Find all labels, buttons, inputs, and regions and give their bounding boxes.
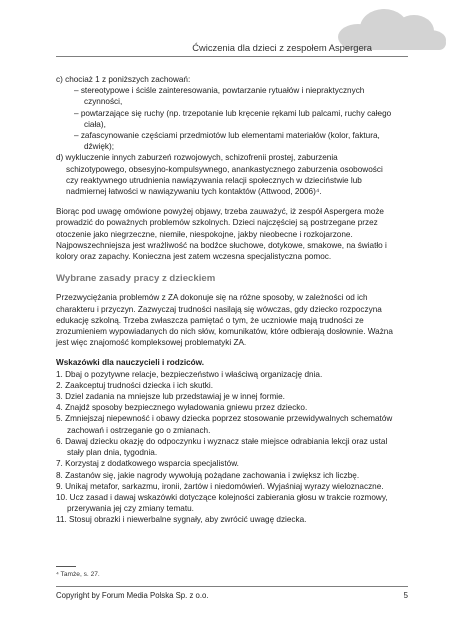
list-item: 3. Dziel zadania na mniejsze lub przedstawiaj je w innej formie. <box>56 392 285 402</box>
header-title: Ćwiczenia dla dzieci z zespołem Aspergera <box>192 42 372 53</box>
footer-divider <box>56 586 408 587</box>
list-item: 11. Stosuj obrazki i niewerbalne sygnały, aby zwrócić uwagę dziecka. <box>56 515 307 525</box>
criterion-c-dash-2: – powtarzające się ruchy (np. trzepotanie lub kręcenie rękami lub palcami, ruchy całego ciała), <box>74 108 392 129</box>
section-heading: Wybrane zasady pracy z dzieckiem <box>56 273 216 285</box>
list-item: 1. Dbaj o pozytywne relacje, bezpieczeństwo i właściwą organizację dnia. <box>56 369 323 379</box>
list-item: 5. Zmniejszaj niepewność i obawy dziecka poprzez stosowanie przewidywalnych schematów zachowań i ostrzeganie go o zmianach. <box>56 414 393 435</box>
spacer <box>56 348 397 357</box>
list-item: 9. Unikaj metafor, sarkazmu, ironii, żartów i niedomówień. Wyjaśniaj wyrazy wieloznaczne. <box>56 481 384 491</box>
paragraph-symptoms: Biorąc pod uwagę omówione powyżej objawy, trzeba zauważyć, iż zespół Aspergera może prowadzić do poważnych problemów szkolnych. Dzieci najczęściej są postrzegane przez otoczenie jako niegrzeczne, niemiłe, niespokojne, jakby nieobecne i rozkojarzone. Najpowszechniejsza jest wrażliwość na bodźce słuchowe, dotykowe, smakowe, na światło i kolory oraz zapachy. Konieczna jest zatem wczesna specjalistyczna pomoc. <box>56 207 387 262</box>
list-item: 4. Znajdź sposoby bezpiecznego wyładowania gniewu przez dziecko. <box>56 403 308 413</box>
criterion-c: c) chociaż 1 z poniższych zachowań: <box>56 75 191 84</box>
footnote-divider <box>56 566 76 567</box>
footnote: ⁴ Tamże, s. 27. <box>56 571 100 578</box>
page-number: 5 <box>403 591 408 600</box>
tips-heading: Wskazówki dla nauczycieli i rodziców. <box>56 358 205 368</box>
page-content <box>56 74 397 526</box>
tips-list <box>56 369 397 526</box>
footer-copyright: Copyright by Forum Media Polska Sp. z o.o. <box>56 591 209 600</box>
criterion-c-dash-1: – stereotypowe i ściśle zainteresowania, powtarzanie rytuałów i niepraktycznych czynności, <box>74 86 365 107</box>
criterion-c-dash-3: – zafascynowanie częściami przedmiotów lub elementami materiałów (kolor, faktura, dźwięk); <box>74 131 380 152</box>
spacer <box>56 197 397 206</box>
list-item: 6. Dawaj dziecku okazję do odpoczynku i wyznacz stałe miejsce odrabiania lekcji oraz ustal stały plan dnia, tygodnia. <box>56 436 388 458</box>
list-item: 10. Ucz zasad i dawaj wskazówki dotyczące kolejności zabierania głosu w trakcie rozmowy, przerywania jej czy zmiany tematu. <box>56 492 388 514</box>
list-item: 2. Zaakceptuj trudności dziecka i ich skutki. <box>56 380 213 390</box>
header-divider <box>56 56 408 57</box>
list-item: 8. Zastanów się, jakie nagrody wywołują pożądane zachowania i zwiększ ich liczbę. <box>56 470 360 480</box>
list-item: 7. Korzystaj z dodatkowego wsparcia specjalistów. <box>56 459 239 469</box>
paragraph-rules: Przezwyciężania problemów z ZA dokonuje się na różne sposoby, w zależności od ich charakteru i przyczyn. Zazwyczaj trudności nasilają się wówczas, gdy dziecko rozpoczyna edukację szkolną. Trzeba zwłaszcza pamiętać o tym, że uczniowie mają trudności ze zrozumieniem wypowiadanych do nich słów, komunikatów, które odbierają dosłownie. Ważna jest więc znajomość kompleksowej problematyki ZA. <box>56 293 393 348</box>
criterion-d: d) wykluczenie innych zaburzeń rozwojowych, schizofrenii prostej, zaburzenia schizotypowego, obsesyjno-kompulsywnego, anankastycznego zaburzenia osobowości czy reaktywnego utrudnienia nawiązywania relacji społecznych w dzieciństwie lub nadmiernej łatwości w nawiązywaniu tych kontaktów (Attwood, 2006)⁴. <box>56 153 383 197</box>
